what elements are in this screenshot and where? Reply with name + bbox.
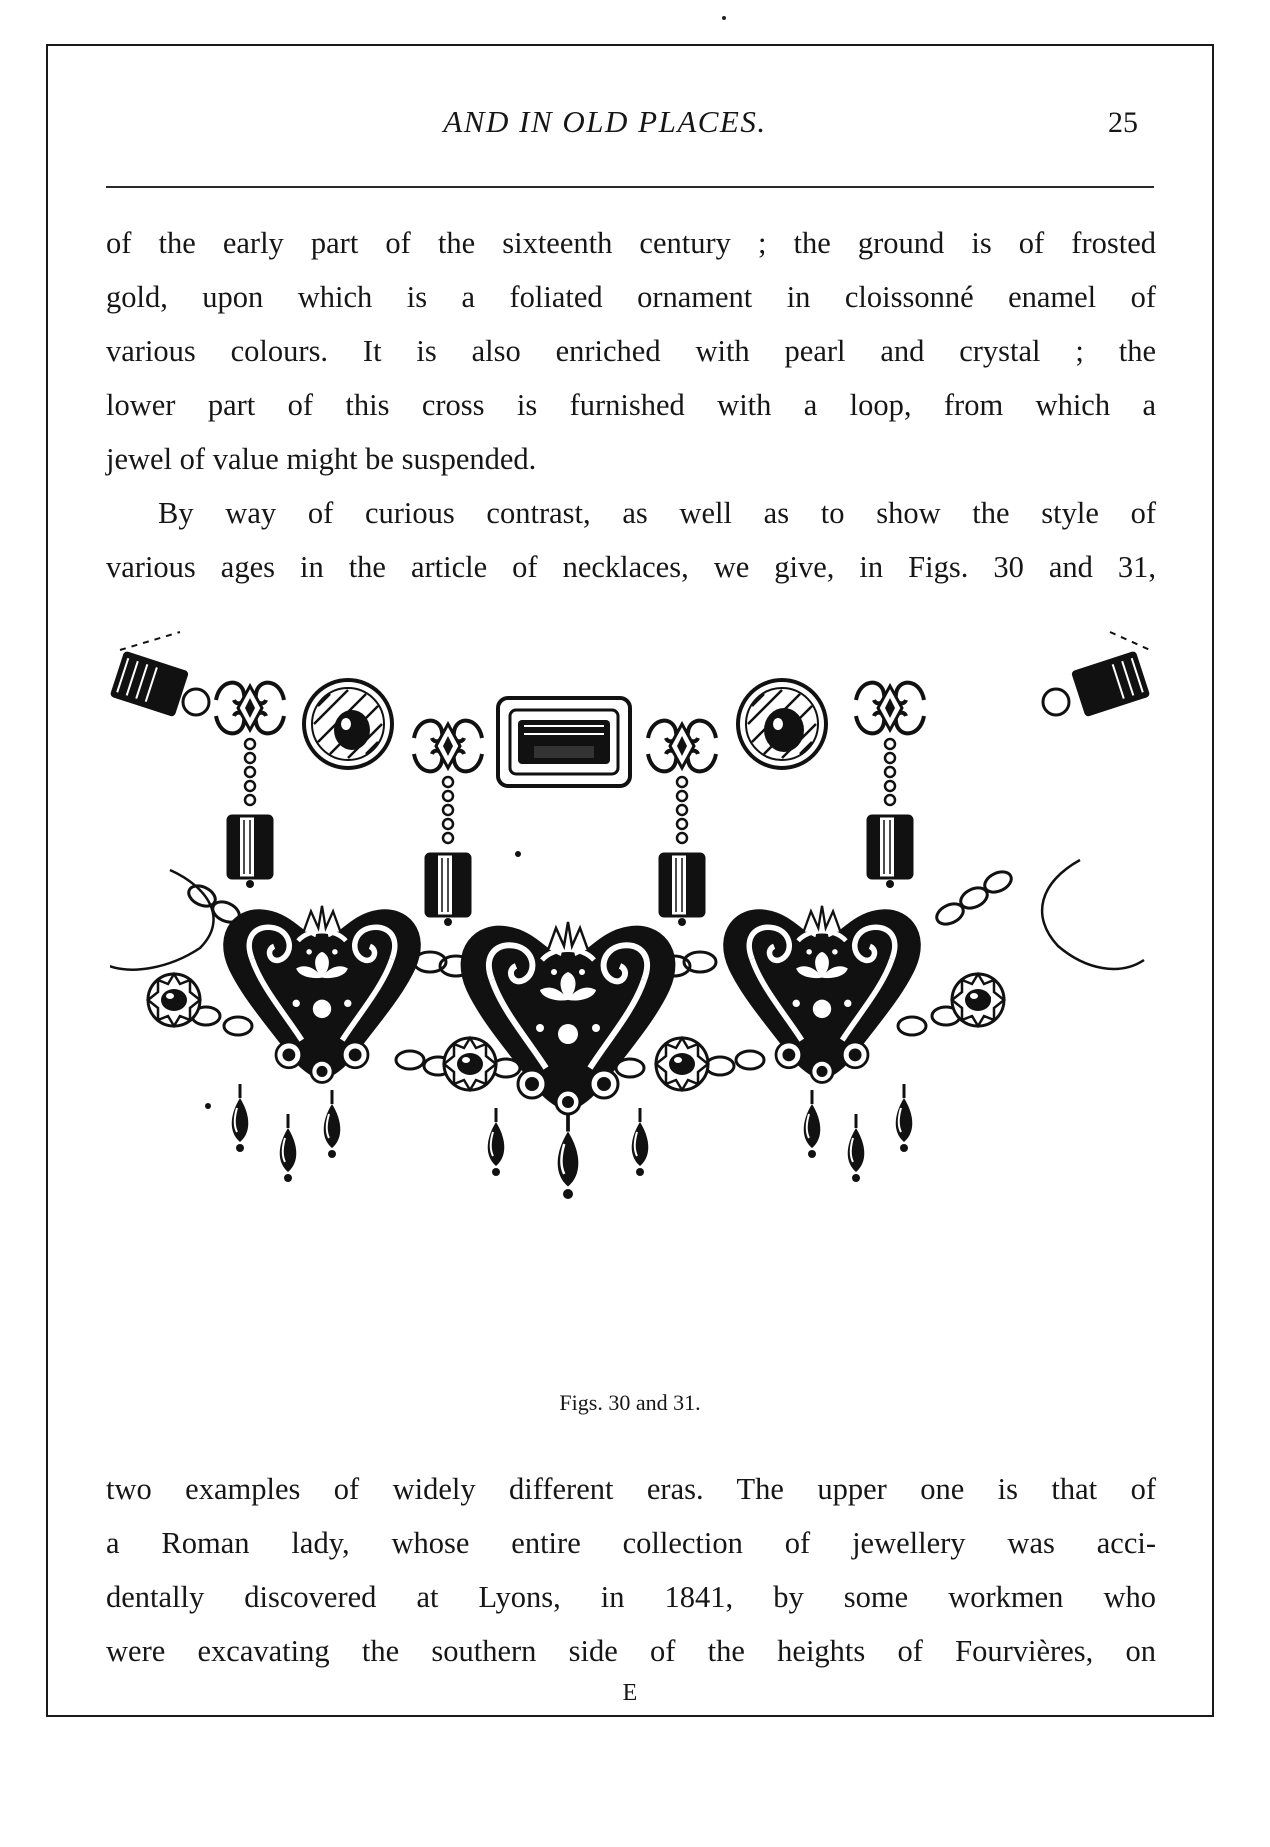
frame-bottom-rule	[46, 1715, 1214, 1717]
text-line: dentally discovered at Lyons, in 1841, by some workmen who	[106, 1580, 1156, 1614]
text-line: gold, upon which is a foliated ornament in cloissonné enamel of	[106, 280, 1156, 314]
frame-left-rule	[46, 44, 48, 1716]
text-line: of the early part of the sixteenth century ; the ground is of frosted	[106, 226, 1156, 260]
body-text-top	[106, 216, 1156, 594]
text-line: various ages in the article of necklaces, we give, in Figs. 30 and 31,	[106, 550, 1156, 584]
frame-top-rule	[46, 44, 1214, 46]
lower-necklace-fig-31	[110, 851, 1144, 1199]
stray-dot	[722, 16, 726, 20]
necklaces-illustration	[110, 620, 1150, 1380]
signature-mark: E	[622, 1680, 638, 1706]
upper-necklace-fig-30	[110, 632, 1150, 926]
text-line: various colours. It is also enriched with pearl and crystal ; the	[106, 334, 1156, 368]
text-line: lower part of this cross is furnished with a loop, from which a	[106, 388, 1156, 422]
running-head: AND IN OLD PLACES.	[443, 104, 767, 139]
text-line: a Roman lady, whose entire collection of jewellery was acci-	[106, 1526, 1156, 1560]
frame-right-rule	[1212, 44, 1214, 1716]
text-line: two examples of widely different eras. The upper one is that of	[106, 1472, 1156, 1506]
text-line: were excavating the southern side of the heights of Fourvières, on	[106, 1634, 1156, 1668]
body-text-bottom	[106, 1462, 1156, 1678]
text-line: jewel of value might be suspended.	[106, 442, 537, 476]
page-number: 25	[1108, 106, 1138, 139]
figure-caption: Figs. 30 and 31.	[559, 1390, 701, 1415]
header-rule	[106, 186, 1154, 188]
text-line: By way of curious contrast, as well as to show the style of	[158, 496, 1156, 530]
